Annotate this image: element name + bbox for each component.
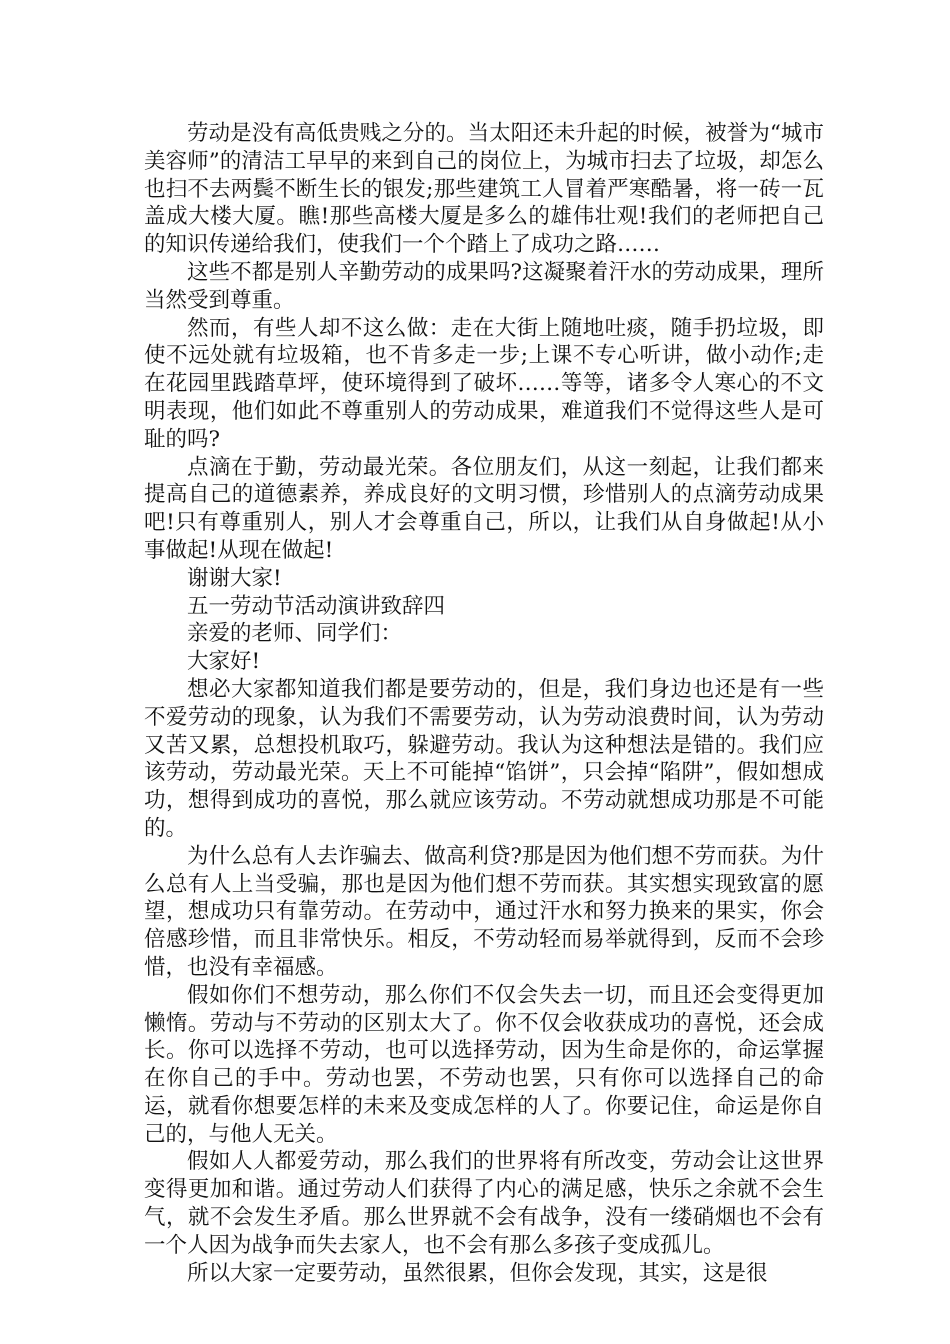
paragraph: 所以大家一定要劳动，虽然很累，但你会发现，其实，这是很	[187, 1260, 768, 1286]
paragraph: 劳动是没有高低贵贱之分的。当太阳还未升起的时候，被誉为“城市美容师”的清洁工早早的来到自己的岗位上，为城市扫去了垃圾，却怎么也扫不去两鬓不断生长的银发;那些建筑工人冒着严寒酷暑，将一砖一瓦盖成大楼大厦。瞧!那些高楼大厦是多么的雄伟壮观!我们的老师把自己的知识传递给我们，使我们一个个踏上了成功之路……	[144, 121, 824, 258]
paragraph: 为什么总有人去诈骗去、做高利贷?那是因为他们想不劳而获。为什么总有人上当受骗，那也是因为他们想不劳而获。其实想实现致富的愿望，想成功只有靠劳动。在劳动中，通过汗水和努力换来的果实，你会倍感珍惜，而且非常快乐。相反，不劳动轻而易举就得到，反而不会珍惜，也没有幸福感。	[144, 843, 824, 980]
greeting: 大家好!	[187, 649, 261, 675]
paragraph: 假如人人都爱劳动，那么我们的世界将有所改变，劳动会让这世界变得更加和谐。通过劳动人们获得了内心的满足感，快乐之余就不会生气，就不会发生矛盾。那么世界就不会有战争，没有一缕硝烟也不会有一个人因为战争而失去家人，也不会有那么多孩子变成孤儿。	[144, 1149, 824, 1258]
paragraph: 点滴在于勤，劳动最光荣。各位朋友们，从这一刻起，让我们都来提高自己的道德素养，养成良好的文明习惯，珍惜别人的点滴劳动成果吧!只有尊重别人，别人才会尊重自己，所以，让我们从自身做起!从小事做起!从现在做起!	[144, 454, 824, 563]
paragraph: 想必大家都知道我们都是要劳动的，但是，我们身边也还是有一些不爱劳动的现象，认为我们不需要劳动，认为劳动浪费时间，认为劳动又苦又累，总想投机取巧，躲避劳动。我认为这种想法是错的。我们应该劳动，劳动最光荣。天上不可能掉“馅饼”，只会掉“陷阱”，假如想成功，想得到成功的喜悦，那么就应该劳动。不劳动就想成功那是不可能的。	[144, 676, 824, 841]
closing-thanks: 谢谢大家!	[187, 565, 282, 591]
section-heading: 五一劳动节活动演讲致辞四	[187, 593, 446, 619]
paragraph: 然而，有些人却不这么做：走在大街上随地吐痰，随手扔垃圾，即使不远处就有垃圾箱，也不肯多走一步;上课不专心听讲，做小动作;走在花园里践踏草坪，使环境得到了破坏……等等，诸多令人寒心的不文明表现，他们如此不尊重别人的劳动成果，难道我们不觉得这些人是可耻的吗?	[144, 315, 824, 452]
paragraph: 假如你们不想劳动，那么你们不仅会失去一切，而且还会变得更加懒惰。劳动与不劳动的区别太大了。你不仅会收获成功的喜悦，还会成长。你可以选择不劳动，也可以选择劳动，因为生命是你的，命运掌握在你自己的手中。劳动也罢，不劳动也罢，只有你可以选择自己的命运，就看你想要怎样的未来及变成怎样的人了。你要记住，命运是你自己的，与他人无关。	[144, 982, 824, 1147]
paragraph: 这些不都是别人辛勤劳动的成果吗?这凝聚着汗水的劳动成果，理所当然受到尊重。	[144, 259, 824, 313]
salutation: 亲爱的老师、同学们：	[187, 621, 403, 647]
document-body	[144, 120, 824, 1287]
